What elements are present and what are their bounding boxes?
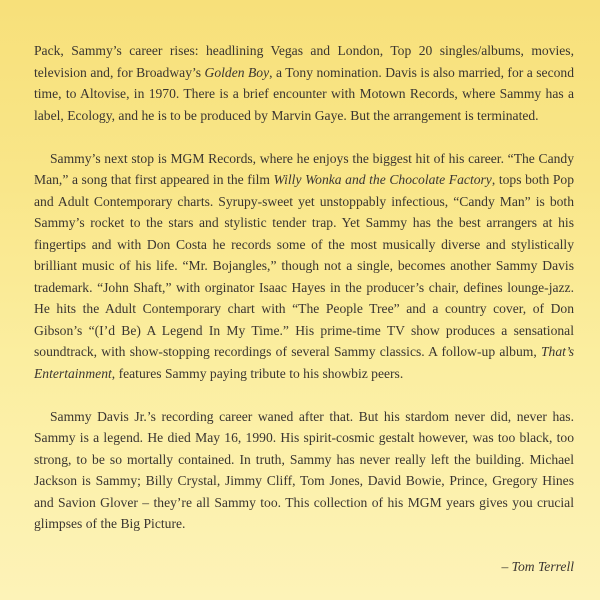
paragraph-3 xyxy=(34,406,574,535)
liner-notes-page xyxy=(34,40,574,578)
p1-text-a: Pack, Sammy’s career rises: headlining Vegas and London, Top 20 singles/albums, movies, television and, for Broadway’s xyxy=(34,43,574,80)
paragraph-1 xyxy=(34,40,574,126)
p1-title-golden-boy: Golden Boy xyxy=(204,64,270,80)
p2-title-thats-entertainment: That’s Entertainment xyxy=(34,344,574,381)
p3-text-a: Sammy Davis Jr.’s recording career waned after that. But his stardom never did, never has. Sammy is a legend. He died May 16, 1990. His spirit-cosmic gestalt however, was too black, too strong, to be so mortally contained. In truth, Sammy has never really left the building. Michael Jackson is Sammy; Billy Crystal, Jimmy Cliff, Tom Jones, David Bowie, Prince, Gregory Hines and Savion Glover – they’re all Sammy too. This collection of his MGM years gives you crucial glimpses of the Big Picture. xyxy=(34,408,574,531)
p2-text-c: , features Sammy paying tribute to his showbiz peers. xyxy=(111,365,404,381)
p2-text-a: Sammy’s next stop is MGM Records, where he enjoys the biggest hit of his career. “The Candy Man,” a song that first appeared in the film xyxy=(34,150,574,187)
paragraph-2 xyxy=(34,148,574,385)
author-signature: – Tom Terrell xyxy=(501,559,574,574)
p2-title-willy-wonka: Willy Wonka and the Chocolate Factory xyxy=(273,172,492,187)
p1-text-b: , a Tony nomination. Davis is also married, for a second time, to Altovise, in 1970. There is a brief encounter with Motown Records, where Sammy has a label, Ecology, and he is to be produced by Marvin Gaye. But the arrangement is terminated. xyxy=(34,64,574,123)
p2-text-b: , tops both Pop and Adult Contemporary charts. Syrupy-sweet yet unstoppably infectious, “Candy Man” is both Sammy’s rocket to the stars and stylistic tender trap. Yet Sammy has the best arrangers at his fingertips and with Don Costa he records some of the most musically diverse and stylistically brilliant music of his life. “Mr. Bojangles,” though not a single, becomes another Sammy Davis trademark. “John Shaft,” with orginator Isaac Hayes in the producer’s chair, defines lounge-jazz. He hits the Adult Contemporary chart with “The People Tree” and a country cover, of Don Gibson’s “(I’d Be) A Legend In My Time.” His prime-time TV show produces a sensational soundtrack, with show-stopping recordings of several Sammy classics. A follow-up album, xyxy=(34,172,574,359)
